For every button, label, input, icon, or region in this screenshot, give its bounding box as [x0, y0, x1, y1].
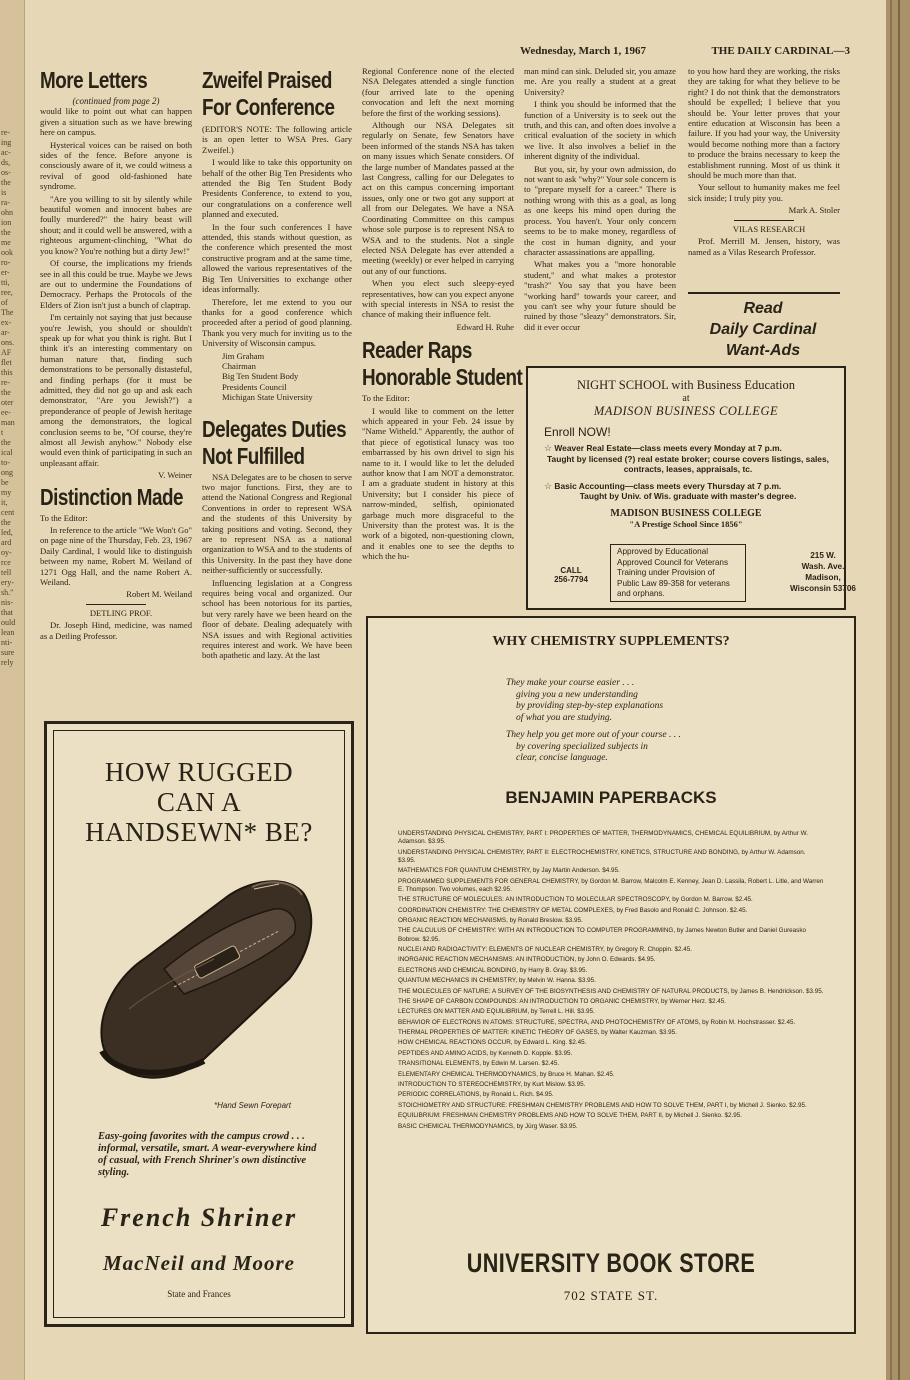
book-listing: INTRODUCTION TO STEREOCHEMISTRY, by Kurt Mislow. $3.95.	[398, 1081, 586, 1089]
book-listing: THE MOLECULES OF NATURE: A SURVEY OF THE BIOSYNTHESIS AND CHEMISTRY OF NATURAL PRODUCTS, by James B. Hendrickson. $3.95.	[398, 987, 824, 995]
edge-text-fragment: re-	[1, 128, 10, 137]
headline-reader-raps: Reader Raps	[362, 337, 472, 364]
column-1	[40, 66, 192, 643]
edge-text-fragment: ree,	[1, 288, 13, 297]
night-school-ad	[526, 366, 856, 610]
approval-note: Approved by Educational Approved Council for Veterans Training under Provision of Public Law 89-358 for veterans and orphans.	[610, 544, 746, 602]
ad-slogan: "A Prestige School Since 1856"	[629, 518, 743, 529]
ad-at: at	[682, 393, 690, 404]
binding-edge	[886, 0, 910, 1380]
edge-text-fragment: os-	[1, 168, 11, 177]
edge-text-fragment: ical	[1, 448, 13, 457]
store-name: UNIVERSITY BOOK STORE	[466, 1248, 756, 1278]
edge-text-fragment: rce	[1, 558, 11, 567]
brand-logo: French Shriner	[100, 1203, 298, 1232]
paragraph: to you how hard they are working, the risks they are taking for what they believe to be right? I do not think that the demonstrators should be expelled; I believe that you should be. Your letter proves that your entire education at Wisconsin has been a failure. If you had your way, the University would become nothing more than a factory to produce the brains necessary to keep the establishment running. Most of us think it should be much more than that.	[688, 66, 840, 181]
paragraph: I'm certainly not saying that just because you're Jewish, you should or shouldn't speak up for what you think is right. But I think it's an interesting commentary on human nature that, finding such demonstrations to be personally distasteful, and finding perhaps (for it must be admitted, they did not go up and ask each demonstrator, "Are you Jewish?") a preponderance of people of Jewish heritage among the demonstrators, the logical conclusion seems to be, "Of course, they're almost all Jewish anyhow." Nobody else would even think of participating in such an unpleasant affair.	[40, 312, 192, 468]
edge-text-fragment: is	[1, 188, 7, 197]
edge-text-fragment: The	[1, 308, 14, 317]
continued-note: (continued from page 2)	[72, 96, 160, 106]
address-line: Wash. Ave.	[801, 562, 845, 571]
edge-text-fragment: the	[1, 178, 11, 187]
edge-text-fragment: ra-	[1, 198, 10, 207]
book-listing: PROGRAMMED SUPPLEMENTS FOR GENERAL CHEMISTRY, by Gordon M. Barrow, Malcolm E. Kenney, Jean D. Lassila, Robert L. Litle, and Warren E. Thompson. Two volumes, each $2.95.	[398, 877, 824, 893]
edge-text-fragment: ong	[1, 468, 13, 477]
ad-enroll: Enroll NOW!	[544, 425, 611, 439]
call-block	[538, 566, 604, 584]
paragraph: NSA Delegates are to be chosen to serve two major functions. First, they are to attend the National Congress and Regional Conventions in order to represent WSA and the students of this University by taking positions and voting. Second, they are to represent NSA as a national organization to WSA and to the students of this University. In the past they have done neither-sufficiently or successfully.	[202, 471, 352, 576]
divider	[734, 220, 794, 221]
edge-text-fragment: be	[1, 478, 9, 487]
masthead-paper: THE DAILY CARDINAL—3	[711, 45, 850, 57]
headline-delegates: Delegates Duties	[202, 415, 347, 442]
edge-text-fragment: man	[1, 418, 15, 427]
edge-text-fragment: sure	[1, 648, 15, 657]
paragraph: I would like to take this opportunity on behalf of the other Big Ten Presidents who attended the Big Ten Student Body Presidents Conference, to extend to you, our congratulations on a conference well planned and executed.	[202, 157, 352, 220]
book-listing: BEHAVIOR OF ELECTRONS IN ATOMS: STRUCTURE, SPECTRA, AND PHOTOCHEMISTRY OF ATOMS, by Robin M. Hochstrasser. $2.45.	[398, 1018, 796, 1026]
edge-text-fragment: ons.	[1, 338, 15, 347]
column-4	[524, 66, 676, 334]
edge-text-fragment: ing	[1, 138, 12, 147]
paragraph: I would like to comment on the letter which appeared in your Feb. 24 issue by "Name Witheld." Apparently, the author of that piece of egotistical lunacy was too embarrassed by his own drivel to sign his name to it. I would like to let the deluded author know that I am NOT a demonstrator. I am a graduate student in history at this University; but I consider his piece of narrow-minded, selfish, opinionated garbage much more disgraceful to the University than the protest was. It is the work of a bigoted, non-questioning clown, and it enables one to see the depths to which the hu-	[362, 405, 514, 562]
ad-pitch	[506, 678, 766, 765]
store-location: State and Frances	[167, 1289, 231, 1299]
course-description: Taught by Univ. of Wis. graduate with master's degree.	[579, 491, 797, 501]
book-listing: PEPTIDES AND AMINO ACIDS, by Kenneth D. Kopple. $3.95.	[398, 1049, 573, 1057]
shoe-ad-frame	[53, 730, 345, 1318]
headline-more-letters: More Letters	[40, 67, 148, 93]
book-list	[398, 830, 824, 1133]
edge-text-fragment: t	[1, 428, 4, 437]
paragraph: Although our NSA Delegates sit regularly on Senate, few Senators have been informed of the stands NSA has taken on many issues which Senate considers. Of the large number of Mandates passed at the last Congress, calling for our Delegates to act on this campus concerning important issues, only one or two got any support at all from our Delegates. We have a NSA Coordinating Committee on this campus whose sole purpose is to represent NSA to WSA and to the students. Not a single elected NSA Delegate has ever attended a meeting (weekly) or ever helped in carrying out any of our functions.	[362, 120, 514, 276]
pitch-line: They make your course easier . . .	[506, 678, 635, 688]
ad-contact	[538, 544, 888, 604]
publisher-name: BENJAMIN PAPERBACKS	[505, 788, 717, 807]
book-listing: HOW CHEMICAL REACTIONS OCCUR, by Edward L. King. $2.45.	[398, 1039, 587, 1047]
edge-text-fragment: oter	[1, 398, 14, 407]
store-address: 702 STATE ST.	[563, 1288, 659, 1303]
address-line: Madison,	[805, 573, 841, 582]
edge-text-fragment: ar-	[1, 328, 10, 337]
edge-text-fragment: the	[1, 518, 11, 527]
course-description: Taught by licensed (?) real estate broker; course covers listings, sales, contracts, leases, appraisals, tc.	[547, 453, 829, 474]
edge-text-fragment: rely	[1, 658, 14, 667]
promo-line: Want-Ads	[725, 342, 801, 359]
pitch-line: giving you a new understanding	[516, 689, 638, 700]
divider	[86, 604, 146, 605]
book-listing: ELECTRONS AND CHEMICAL BONDING, by Harry B. Gray. $3.95.	[398, 966, 588, 974]
headline-zweifel: Zweifel Praised	[202, 67, 332, 93]
signer-line: Big Ten Student Body	[222, 371, 299, 382]
book-listing: BASIC CHEMICAL THERMODYNAMICS, by Jürg Waser. $3.95.	[398, 1122, 578, 1130]
column-5	[688, 66, 840, 259]
course-accounting	[544, 481, 832, 502]
address-line: 215 W.	[810, 551, 836, 560]
book-listing: PERIODIC CORRELATIONS, by Ronald L. Rich. $4.95.	[398, 1091, 554, 1099]
shoe-headline	[54, 757, 344, 847]
book-listing: TRANSITIONAL ELEMENTS, by Edwin M. Larsen. $2.45.	[398, 1060, 560, 1068]
headline-zweifel-2: For Conference	[202, 94, 335, 120]
edge-text-fragment: the	[1, 438, 11, 447]
book-listing: ELEMENTARY CHEMICAL THERMODYNAMICS, by Bruce H. Mahan. $2.45.	[398, 1070, 615, 1078]
salutation: To the Editor:	[40, 512, 88, 523]
course-real-estate	[544, 443, 832, 475]
pitch-line: They help you get more out of your course . . .	[506, 730, 681, 740]
book-listing: THE SHAPE OF CARBON COMPOUNDS: AN INTRODUCTION TO ORGANIC CHEMISTRY, by Werner Herz. $2.45.	[398, 997, 726, 1005]
headline-line: CAN A	[156, 787, 242, 817]
ad-title: NIGHT SCHOOL with Business Education	[576, 378, 796, 392]
signature: Robert M. Weiland	[126, 589, 192, 600]
book-listing: INORGANIC REACTION MECHANISMS: AN INTRODUCTION, by John O. Edwards. $4.95.	[398, 956, 656, 964]
book-listing: NUCLEI AND RADIOACTIVITY: ELEMENTS OF NUCLEAR CHEMISTRY, by Gregory R. Choppin. $2.45.	[398, 945, 693, 953]
signature: Mark A. Stoler	[788, 205, 840, 216]
brief-text: Prof. Merrill M. Jensen, history, was named as a Vilas Research Professor.	[688, 236, 840, 257]
book-listing: THE CALCULUS OF CHEMISTRY: WITH AN INTRODUCTION TO COMPUTER PROGRAMMING, by James Newton Butler and Daniel Gureasko Bobrow. $2.95.	[398, 927, 806, 943]
masthead	[520, 45, 850, 57]
headline-reader-raps-2: Honorable Student	[362, 364, 523, 391]
headline-distinction-made: Distinction Made	[40, 483, 184, 510]
edge-text-fragment: ex-	[1, 318, 12, 327]
ad-school: MADISON BUSINESS COLLEGE	[593, 404, 779, 418]
edge-text-fragment: nis-	[1, 598, 13, 607]
paragraph: In the four such conferences I have attended, this stands without question, as the conference which presented the most constructive program and at the same time, allowed the various representatives of the Big Ten Universities to exchange other ideas informally.	[202, 221, 352, 295]
edge-text-fragment: nti-	[1, 638, 13, 647]
edge-text-fragment: my	[1, 488, 12, 497]
signer-line: Jim Graham	[222, 350, 265, 361]
edge-text-fragment: ard	[1, 538, 12, 547]
paragraph: Your sellout to humanity makes me feel sick inside; I truly pity you.	[688, 182, 840, 203]
edge-text-fragment: me	[1, 238, 11, 247]
brief-text: Dr. Joseph Hind, medicine, was named as a Detling Professor.	[40, 620, 192, 641]
ad-college: MADISON BUSINESS COLLEGE	[610, 507, 762, 519]
edge-text-fragment: this	[1, 368, 13, 377]
edge-text-fragment: ohn	[1, 208, 13, 217]
paragraph: But you, sir, by your own admission, do not want to ask "why?" Your sole concern is to "prepare myself for a career." There is nothing wrong with this as a goal, as long as one keeps his mind open during the process. You haven't. Your only concern seems to be to make money, regardless of the cost in human dignity, and your character assassinations are appalling.	[524, 163, 676, 257]
promo-line: Read	[743, 300, 783, 317]
book-listing: UNDERSTANDING PHYSICAL CHEMISTRY, PART I: PROPERTIES OF MATTER, THERMODYNAMICS, CHEMICAL EQUILIBRIUM, by Arthur W. Adamson. $3.95.	[398, 830, 808, 846]
edge-text-fragment: lean	[1, 628, 15, 637]
edge-text-fragment: ion	[1, 218, 12, 227]
editors-note: (EDITOR'S NOTE: The following article is an open letter to WSA Pres. Gary Zweifel.)	[202, 124, 352, 155]
shoe-footnote: *Hand Sewn Forepart	[214, 1101, 291, 1110]
chemistry-books-ad	[366, 616, 856, 1334]
book-listing: ORGANIC REACTION MECHANISMS, by Ronald Breslow. $3.95.	[398, 916, 583, 924]
paragraph: "Are you willing to sit by silently while beautiful women and innocent babes are foully murdered?" the hairy beast will shout; and it could well be answered, with a righteous argument-clinching, "What do you know? You're nothing but a dirty Jew!"	[40, 193, 192, 256]
signer-block	[222, 351, 352, 403]
book-listing: COORDINATION CHEMISTRY: THE CHEMISTRY OF METAL COMPLEXES, by Fred Basolo and Ronald C. Johnson. $2.45.	[398, 906, 748, 914]
brief-title: DETLING PROF.	[89, 607, 153, 618]
paragraph: Hysterical voices can be raised on both sides of the fence. Before anyone is consciously aware of it, we could witness a revival of good old-fashioned hate syndrome.	[40, 139, 192, 192]
edge-text-fragment: of	[1, 298, 8, 307]
paragraph: Of course, the implications my friends see in all this could be true. Maybe we Jews are out to undermine the Foundations of Democracy. Perhaps the Protocols of the Elders of Zion isn't just a bunch of claptrap.	[40, 258, 192, 310]
star-icon: ☆	[544, 443, 553, 453]
edge-text-fragment: cent	[1, 508, 15, 517]
penny-loafer-illustration	[74, 859, 330, 1099]
paragraph: In reference to the article "We Won't Go" on page nine of the Thursday, Feb. 23, 1967 Daily Cardinal, I would like to distinguish between my name, Robert M. Weiland of 1271 Ogg Hall, and the name Robert A. Weiland.	[40, 525, 192, 588]
edge-text-fragment: ould	[1, 618, 16, 627]
edge-text-fragment: ac-	[1, 148, 11, 157]
edge-text-fragment: it,	[1, 498, 8, 507]
edge-text-fragment: the	[1, 388, 11, 397]
signer-line: Presidents Council	[222, 381, 287, 392]
book-listing: UNDERSTANDING PHYSICAL CHEMISTRY, PART II: ELECTROCHEMISTRY, KINETICS, STRUCTURE AND BONDING, by Arthur W. Adamson. $3.95.	[398, 848, 806, 864]
edge-text-fragment: AF	[1, 348, 12, 357]
shoe-copy: Easy-going favorites with the campus crowd . . . informal, versatile, smart. A wear-everywhere kind of casual, with French Shriner's own distinctive styling.	[98, 1131, 317, 1178]
edge-text-fragment: ook	[1, 248, 13, 257]
edge-text-fragment: flet	[1, 358, 12, 367]
paragraph: What makes you a "more honorable student," and what makes a protestor "trash?" You say that you have been "working hard" towards your career, and you can't see why your future should be ruined by those "sleazy" demonstrators. Sir, did it ever occur	[524, 259, 676, 332]
edge-text-fragment: ro-	[1, 258, 11, 267]
edge-text-fragment: ds,	[1, 158, 11, 167]
call-label: CALL	[560, 566, 582, 575]
star-icon: ☆	[544, 480, 553, 491]
signature: V. Weiner	[158, 470, 192, 481]
paragraph: Regional Conference none of the elected NSA Delegates attended a single function (four arrived late to the opening convocation and left the next morning before the first of the working sessions).	[362, 66, 514, 118]
book-listing: THERMAL PROPERTIES OF MATTER: KINETIC THEORY OF GASES, by Walter Kauzman. $3.95.	[398, 1029, 677, 1037]
signer-line: Michigan State University	[222, 392, 313, 403]
edge-text-fragment: led,	[1, 528, 13, 537]
paragraph: man mind can sink. Deluded sir, you amaze me. Are you really a student at a great University?	[524, 66, 676, 97]
brief-title: VILAS RESEARCH	[732, 223, 806, 234]
signature: Edward H. Ruhe	[456, 321, 514, 332]
edge-text-fragment: oy-	[1, 548, 12, 557]
rule	[688, 292, 840, 294]
headline-line: HANDSEWN* BE?	[85, 817, 313, 847]
book-listing: MATHEMATICS FOR QUANTUM CHEMISTRY, by Jay Martin Anderson. $4.95.	[398, 867, 620, 875]
masthead-date: Wednesday, March 1, 1967	[520, 45, 647, 57]
pitch-line: by covering specialized subjects in	[516, 741, 648, 752]
book-listing: QUANTUM MECHANICS IN CHEMISTRY, by Melvin W. Hanna. $3.95.	[398, 977, 596, 985]
paragraph: Influencing legislation at a Congress requires being vocal and organized. Our school has been notorious for its parties, but very rarely have we been heard on the floor of debate. Dealing adequately with NSA issues and with Regional activities requires interest and work. We have been both apathetic and lazy. At the last	[202, 577, 352, 661]
shoe-ad	[44, 721, 354, 1327]
book-listing: STOICHIOMETRY AND STRUCTURE: FRESHMAN CHEMISTRY PROBLEMS AND HOW TO SOLVE THEM, PART I, by Michell J. Sienko. $2.95.	[398, 1101, 807, 1109]
edge-text-fragment: the	[1, 228, 11, 237]
edge-text-fragment: that	[1, 608, 13, 617]
paragraph: Therefore, let me extend to you our thanks for a good conference which proceeded after a period of good planning. Thank you very much for inviting us to the University of Wisconsin campus.	[202, 296, 352, 349]
phone-number: 256-7794	[554, 575, 588, 584]
edge-text-fragment: to-	[1, 458, 10, 467]
edge-text-fragment: tti,	[1, 278, 10, 287]
address-line: Wisconsin 53706	[790, 584, 856, 593]
headline-line: HOW RUGGED	[104, 757, 294, 787]
ad-question: WHY CHEMISTRY SUPPLEMENTS?	[492, 634, 730, 649]
book-listing: EQUILIBRIUM: FRESHMAN CHEMISTRY PROBLEMS AND HOW TO SOLVE THEM, PART II, by Michell J. Sienko. $2.95.	[398, 1112, 742, 1120]
pitch-line: of what you are studying.	[516, 712, 612, 723]
want-ads-promo	[688, 298, 838, 361]
edge-text-fragment: ery-	[1, 578, 14, 587]
paragraph: When you elect such sleepy-eyed representatives, how can you expect anyone with special interests in NSA to resist the chance of making their influence felt.	[362, 278, 514, 320]
column-2	[202, 66, 352, 663]
headline-delegates-2: Not Fulfilled	[202, 442, 305, 469]
column-3	[362, 66, 523, 564]
course-title: Basic Accounting—class meets every Thursday at 7 p.m.	[554, 480, 782, 491]
edge-text-fragment: sh."	[1, 588, 14, 597]
edge-text-fragment: re-	[1, 378, 10, 387]
adjacent-page-edge	[0, 0, 25, 1380]
salutation: To the Editor:	[362, 393, 410, 404]
book-listing: LECTURES ON MATTER AND EQUILIBRIUM, by Terrell L. Hill. $3.95.	[398, 1008, 595, 1016]
paragraph: I think you should be informed that the function of a University is to seek out the truth, and this can, and often does involve a critical evaluation of the society in which we live. It also involves a belief in the inherent dignity of the individual.	[524, 99, 676, 162]
signer-line: Chairman	[222, 360, 256, 371]
store-logo: MacNeil and Moore	[103, 1251, 295, 1275]
book-listing: THE STRUCTURE OF MOLECULES: AN INTRODUCTION TO MOLECULAR SPECTROSCOPY, by Gordon M. Barrow. $2.45.	[398, 896, 753, 904]
edge-text-fragment: er-	[1, 268, 10, 277]
ad-address	[758, 550, 888, 594]
edge-text-fragment: ee-	[1, 408, 11, 417]
paragraph: would like to point out what can happen given a situation such as we have brewing here on campus.	[40, 106, 192, 138]
course-title: Weaver Real Estate—class meets every Monday at 7 p.m.	[554, 443, 782, 453]
promo-line: Daily Cardinal	[709, 321, 817, 338]
pitch-line: clear, concise language.	[516, 753, 608, 763]
edge-text-fragment: tell	[1, 568, 12, 577]
pitch-line: by providing step-by-step explanations	[516, 701, 664, 711]
